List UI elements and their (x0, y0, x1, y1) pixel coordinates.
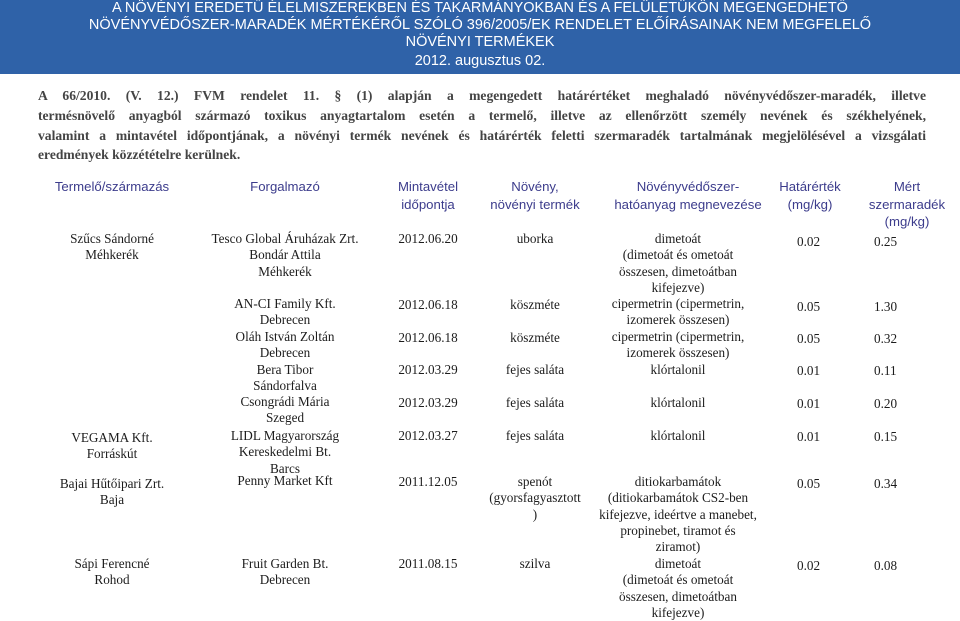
intro-line: A 66/2010. (V. 12.) FVM rendelet 11. § (1) alapján a megengedett határértéket meghaladó növényvédőszer-maradék, illetve (38, 88, 926, 103)
distributor-line: Bera Tibor (256, 362, 314, 377)
distributor-line: LIDL Magyarország (230, 428, 340, 443)
pesticide-line: összesen, dimetoátban (619, 588, 737, 604)
sampling-date-cell: 2012.03.27 (398, 428, 458, 443)
distributor-cell (195, 556, 375, 589)
banner-title-line-1: A NÖVÉNYI EREDETŰ ÉLELMISZEREKBEN ÉS TAKARMÁNYOKBAN ÉS A FELÜLETÜKÖN MEGENGEDHETŐ (112, 0, 848, 16)
pesticide-line: cipermetrin (cipermetrin, (611, 296, 745, 311)
sampling-date-cell: 2012.06.18 (398, 297, 458, 312)
producer-cell (37, 476, 187, 509)
plant-cell (475, 330, 595, 346)
sampling-date-cell: 2011.08.15 (398, 556, 458, 571)
plant-line: köszméte (510, 330, 560, 345)
distributor-line: Debrecen (259, 345, 311, 361)
plant-cell (475, 556, 595, 572)
limit-value: 0.05 (797, 299, 821, 314)
distributor-cell (195, 329, 375, 362)
producer-location: Forráskút (86, 446, 138, 462)
distributor-line: Méhkerék (258, 263, 312, 279)
header-line: szermaradék (868, 196, 946, 212)
distributor-cell (195, 428, 375, 477)
pesticide-line: kifejezve, ideértve a manebet, (599, 506, 757, 522)
header-line: Mért (893, 179, 921, 194)
pesticide-line: (dimetoát és ometoát (622, 572, 734, 588)
distributor-cell (195, 473, 375, 489)
pesticide-cell (578, 474, 778, 555)
pesticide-line: ditiokarbamátok (634, 474, 722, 489)
limit-value: 0.01 (797, 363, 821, 378)
distributor-line: Kereskedelmi Bt. (238, 444, 332, 460)
header-line: (mg/kg) (884, 214, 930, 229)
producer-location: Méhkerék (85, 247, 139, 263)
distributor-line: Szeged (265, 410, 305, 426)
plant-line: fejes saláta (505, 362, 565, 377)
distributor-line: AN-CI Family Kft. (234, 296, 336, 311)
header-line: Mintavétel (397, 179, 459, 194)
plant-line: (gyorsfagyasztott (489, 490, 581, 506)
pesticide-line: (ditiokarbamátok CS2-ben (607, 490, 749, 506)
pesticide-cell (578, 395, 778, 411)
limit-value: 0.05 (797, 331, 821, 346)
intro-line: eredmények közzétételre kerülnek. (38, 147, 241, 163)
header-line: hatóanyag megnevezése (614, 196, 762, 212)
plant-cell (475, 231, 595, 247)
pesticide-cell (578, 231, 778, 296)
producer-cell (37, 231, 187, 264)
pesticide-line: izomerek összesen) (626, 312, 730, 328)
distributor-line: Penny Market Kft (237, 473, 333, 488)
distributor-line: Tesco Global Áruházak Zrt. (211, 231, 359, 246)
measured-value: 0.34 (874, 476, 898, 491)
header-line: (mg/kg) (787, 196, 833, 212)
plant-cell (475, 428, 595, 444)
pesticide-line: dimetoát (654, 231, 702, 246)
producer-cell (37, 556, 187, 589)
intro-paragraph (38, 86, 926, 165)
producer-cell (37, 430, 187, 463)
pesticide-line: cipermetrin (cipermetrin, (611, 329, 745, 344)
plant-line: szilva (519, 556, 551, 571)
plant-cell (475, 362, 595, 378)
distributor-cell (195, 362, 375, 395)
measured-value: 1.30 (874, 299, 898, 314)
header-line: időpontja (401, 196, 455, 212)
header-producer: Termelő/származás (54, 179, 170, 194)
distributor-line: Barcs (269, 460, 301, 476)
producer-name: Szűcs Sándorné (70, 231, 154, 246)
pesticide-cell (578, 556, 778, 621)
header-plant (475, 178, 595, 213)
distributor-line: Sándorfalva (253, 378, 317, 394)
measured-value: 0.25 (874, 234, 898, 249)
limit-value: 0.05 (797, 476, 821, 491)
banner-title-line-2: NÖVÉNYVÉDŐSZER-MARADÉK MÉRTÉKÉRŐL SZÓLÓ 396/2005/EK RENDELET ELŐÍRÁSAINAK NEM MEGFELELŐ (88, 17, 872, 33)
distributor-cell (195, 296, 375, 329)
pesticide-line: összesen, dimetoátban (619, 263, 737, 279)
measured-value: 0.32 (874, 331, 898, 346)
distributor-line: Fruit Garden Bt. (241, 556, 329, 571)
measured-value: 0.15 (874, 429, 898, 444)
distributor-line: Csongrádi Mária (240, 394, 330, 409)
plant-line: fejes saláta (505, 428, 565, 443)
plant-cell (475, 474, 595, 523)
pesticide-line: klórtalonil (650, 428, 706, 443)
producer-name: Bajai Hűtőipari Zrt. (59, 476, 165, 491)
pesticide-line: izomerek összesen) (626, 345, 730, 361)
limit-value: 0.02 (797, 558, 821, 573)
distributor-cell (195, 394, 375, 427)
header-pesticide (598, 178, 778, 213)
distributor-cell (195, 231, 375, 280)
pesticide-line: kifejezve) (651, 604, 705, 620)
header-sampling-date (378, 178, 478, 213)
producer-name: VEGAMA Kft. (71, 430, 153, 445)
limit-value: 0.01 (797, 396, 821, 411)
distributor-line: Bondár Attila (249, 247, 321, 263)
producer-location: Rohod (94, 572, 130, 588)
sampling-date-cell: 2012.03.29 (398, 362, 458, 377)
pesticide-line: propinebet, tiramot és (620, 522, 736, 538)
distributor-line: Debrecen (259, 312, 311, 328)
plant-line: köszméte (510, 297, 560, 312)
pesticide-cell (578, 362, 778, 378)
pesticide-line: klórtalonil (650, 395, 706, 410)
distributor-line: Debrecen (259, 572, 311, 588)
header-line: növényi termék (490, 196, 580, 212)
intro-line: termésnövelő anyagból származó toxikus anyagtartalom esetén a termelő, illetve az ellenőrzött személy nevének és székhelyének, (38, 107, 926, 123)
measured-value: 0.08 (874, 558, 898, 573)
plant-line: fejes saláta (505, 395, 565, 410)
plant-line: ) (532, 506, 538, 522)
header-line: Határérték (779, 179, 841, 194)
intro-line: valamint a mintavétel időpontjának, a növényi termék nevének és határérték feletti szermaradék tartalmának megjelölésével a vizsgálati (38, 127, 926, 143)
header-measured (862, 178, 952, 231)
producer-name: Sápi Ferencné (74, 556, 150, 571)
sampling-date-cell: 2012.03.29 (398, 395, 458, 410)
header-distributor: Forgalmazó (250, 179, 320, 194)
distributor-line: Oláh István Zoltán (235, 329, 335, 344)
sampling-date-cell: 2012.06.20 (398, 231, 458, 246)
limit-value: 0.02 (797, 234, 821, 249)
document-header-banner (0, 0, 960, 74)
header-limit (760, 178, 860, 213)
producer-location: Baja (99, 492, 125, 508)
sampling-date-cell: 2011.12.05 (398, 474, 458, 489)
pesticide-line: kifejezve) (651, 279, 705, 295)
plant-line: uborka (516, 231, 554, 246)
banner-date: 2012. augusztus 02. (414, 53, 546, 69)
measured-value: 0.11 (874, 363, 897, 378)
plant-cell (475, 297, 595, 313)
banner-title-line-3: NÖVÉNYI TERMÉKEK (405, 34, 555, 50)
plant-cell (475, 395, 595, 411)
pesticide-line: dimetoát (654, 556, 702, 571)
pesticide-cell (578, 329, 778, 362)
measured-value: 0.20 (874, 396, 898, 411)
sampling-date-cell: 2012.06.18 (398, 330, 458, 345)
plant-line: spenót (517, 474, 553, 489)
pesticide-line: ziramot) (655, 539, 701, 555)
pesticide-cell (578, 296, 778, 329)
pesticide-line: (dimetoát és ometoát (622, 247, 734, 263)
header-line: Növényvédőszer- (636, 179, 740, 194)
pesticide-cell (578, 428, 778, 444)
header-line: Növény, (511, 179, 559, 194)
limit-value: 0.01 (797, 429, 821, 444)
pesticide-line: klórtalonil (650, 362, 706, 377)
